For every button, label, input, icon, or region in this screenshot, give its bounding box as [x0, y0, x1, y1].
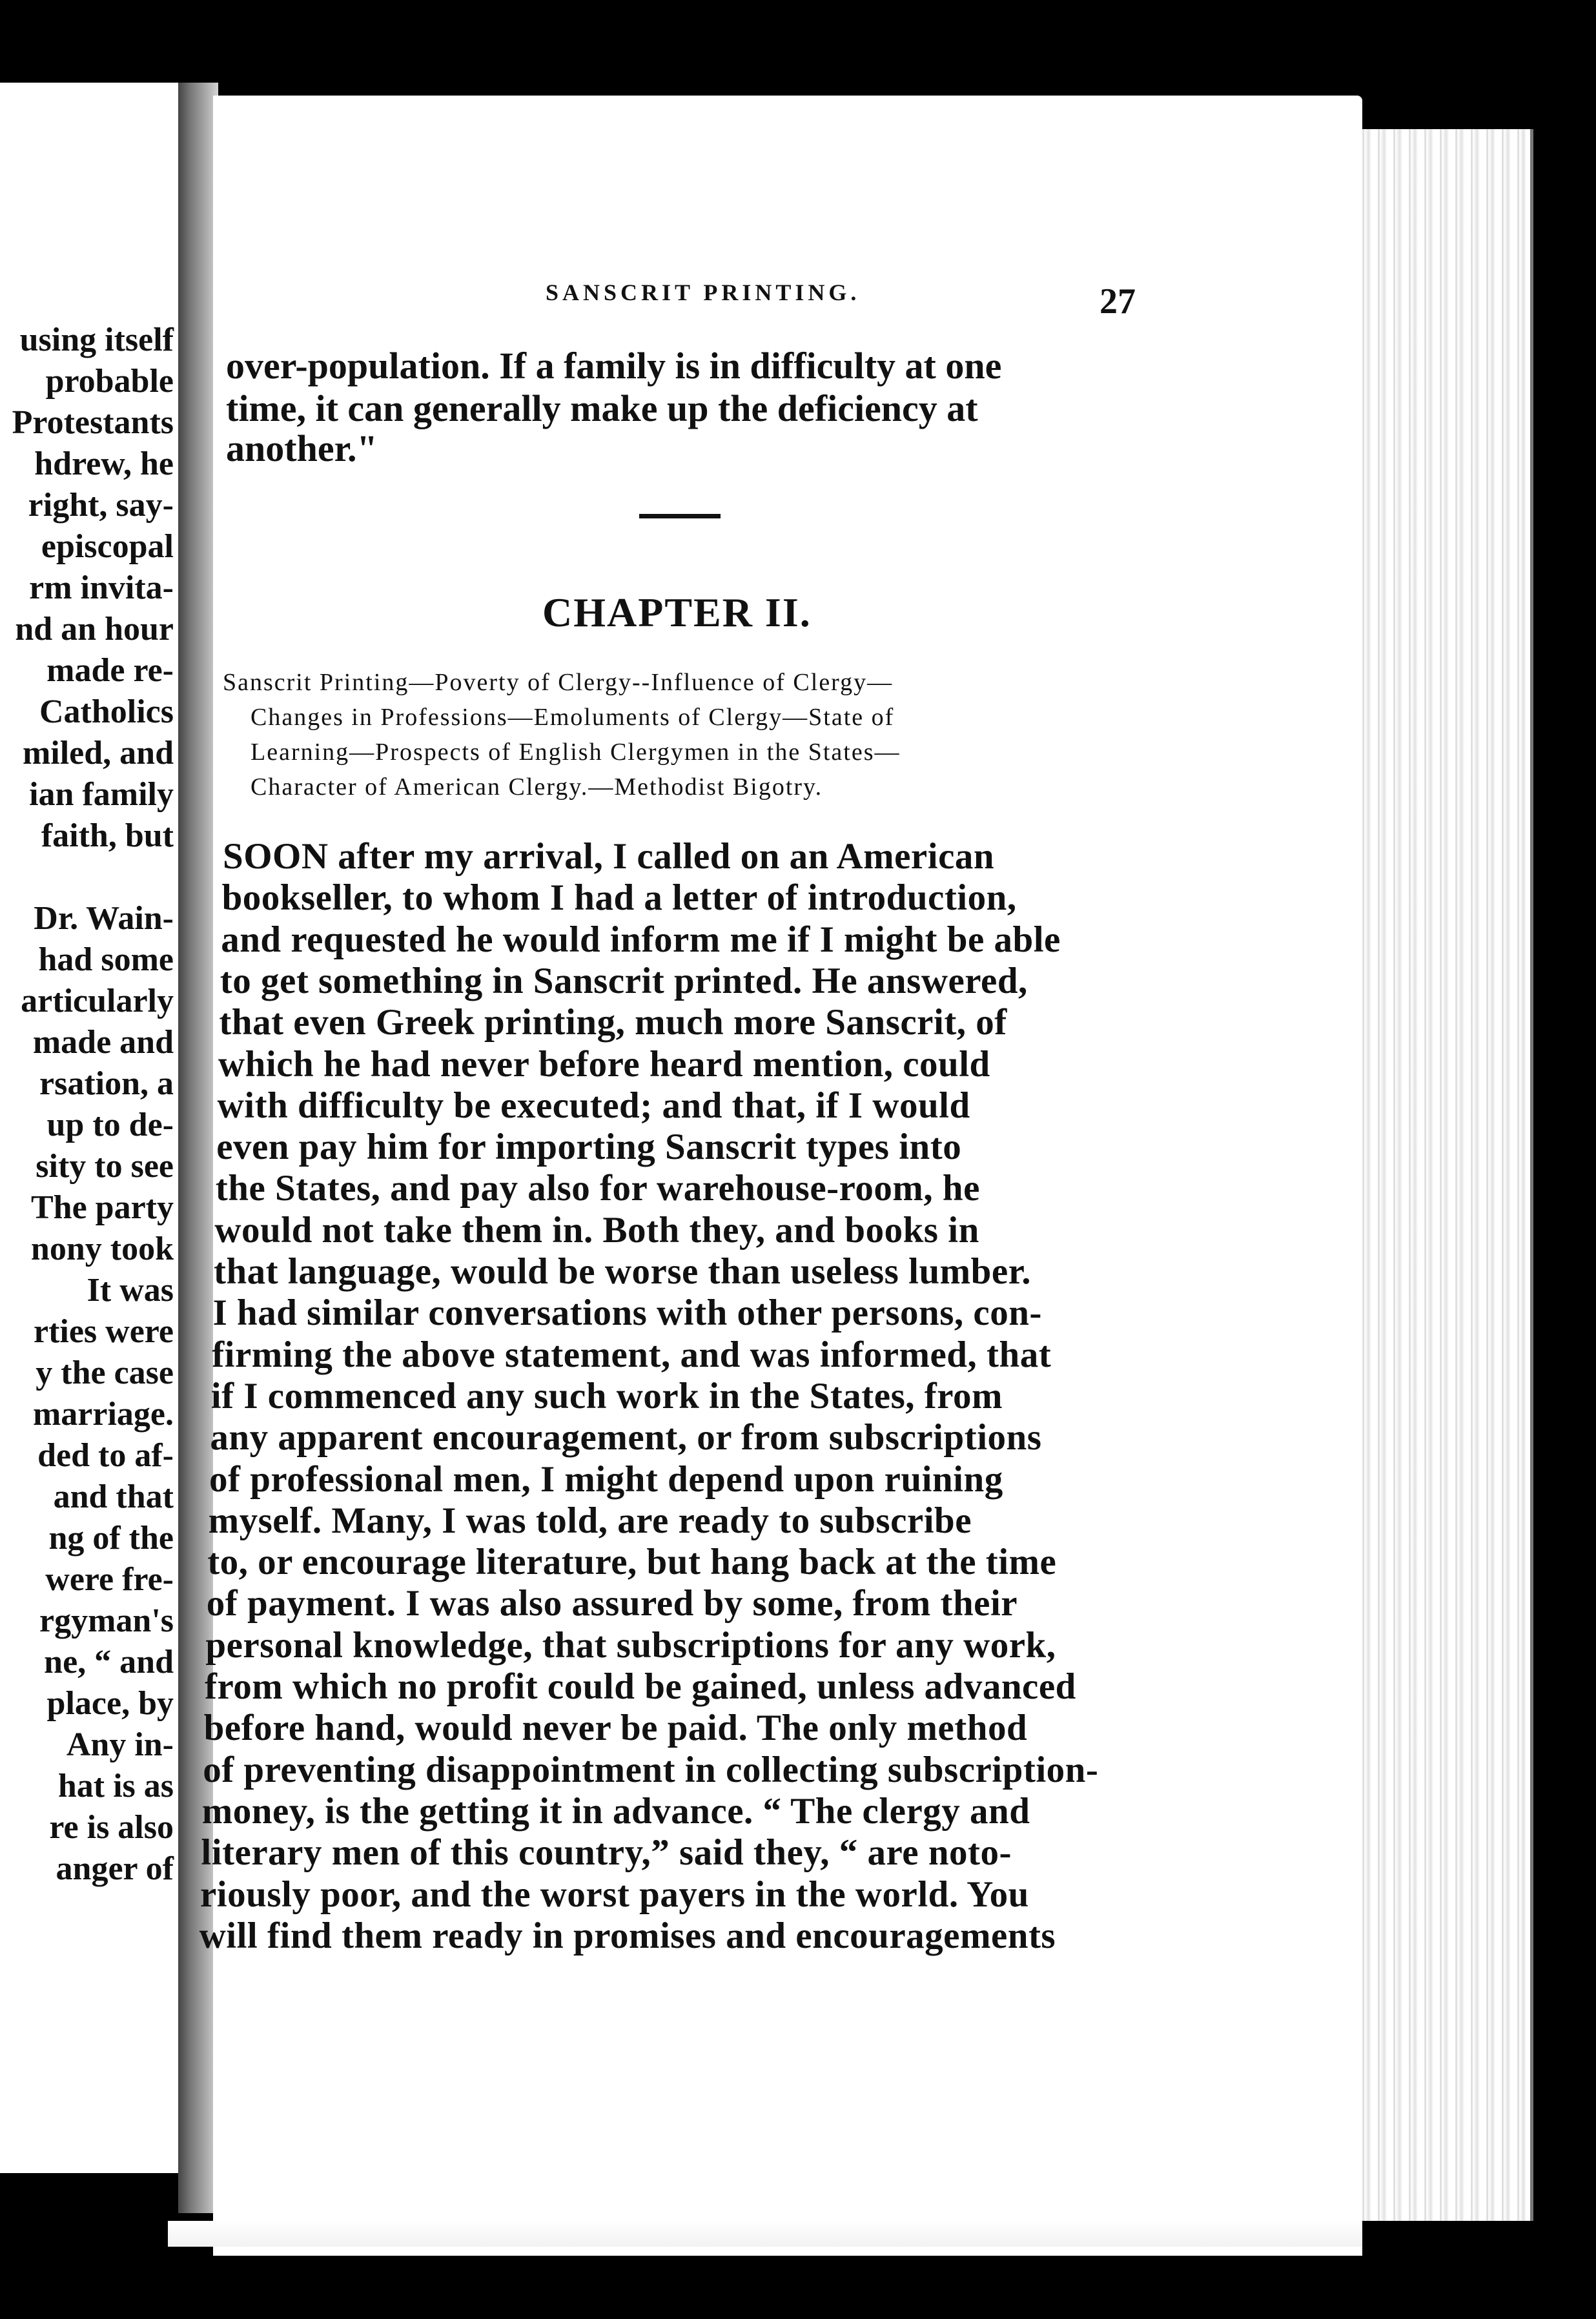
body-line: literary men of this country,” said they, “ are noto-: [201, 1832, 1012, 1874]
left-page-line: It was: [87, 1272, 174, 1309]
body-line: riously poor, and the worst payers in the world. You: [200, 1874, 1029, 1915]
left-page-line: episcopal: [41, 528, 174, 565]
chapter-summary-line: Character of American Clergy.—Methodist Bigotry.: [251, 773, 823, 801]
left-page-line: articularly: [21, 983, 174, 1019]
body-line: of preventing disappointment in collecting subscription-: [203, 1749, 1099, 1790]
left-page-line: Protestants: [12, 404, 174, 441]
body-line: and requested he would inform me if I might be able: [221, 919, 1061, 960]
chapter-heading: CHAPTER II.: [542, 589, 812, 635]
left-page-line: were fre-: [45, 1561, 174, 1598]
left-page-line: re is also: [49, 1809, 174, 1846]
body-line: myself. Many, I was told, are ready to subscribe: [208, 1500, 972, 1541]
left-page-line: rties were: [33, 1313, 174, 1350]
body-line: to, or encourage literature, but hang back at the time: [207, 1542, 1057, 1583]
left-page-line: probable: [45, 363, 174, 400]
body-line: personal knowledge, that subscriptions for any work,: [205, 1624, 1056, 1666]
left-page-line: had some: [38, 941, 174, 978]
left-page-line: rm invita-: [29, 569, 174, 606]
body-line: any apparent encouragement, or from subscriptions: [210, 1417, 1042, 1458]
body-line: that even Greek printing, much more Sanscrit, of: [219, 1002, 1007, 1043]
body-line: if I commenced any such work in the States, from: [210, 1375, 1003, 1416]
page-bottom-edge: [168, 2221, 1362, 2247]
body-line: bookseller, to whom I had a letter of introduction,: [221, 877, 1017, 919]
chapter-summary-line: Changes in Professions—Emoluments of Clergy—State of: [251, 704, 895, 731]
body-line: with difficulty be executed; and that, if I would: [217, 1085, 970, 1126]
carryover-line: over-population. If a family is in difficulty at one: [226, 345, 1002, 387]
left-page-line: faith, but: [41, 817, 174, 854]
body-line: even pay him for importing Sanscrit types into: [216, 1127, 962, 1168]
left-page-line: hat is as: [57, 1768, 174, 1804]
left-page-line: using itself: [19, 322, 174, 358]
left-page-line: anger of: [56, 1850, 174, 1887]
body-line: will find them ready in promises and encouragements: [199, 1915, 1056, 1956]
body-line: SOON after my arrival, I called on an American: [223, 836, 995, 877]
body-line: money, is the getting it in advance. “ The clergy and: [201, 1790, 1030, 1832]
left-page-line: hdrew, he: [34, 445, 174, 482]
body-line: of payment. I was also assured by some, from their: [206, 1583, 1018, 1624]
body-line: to get something in Sanscrit printed. He answered,: [220, 960, 1028, 1001]
left-page-line: marriage.: [32, 1396, 174, 1433]
running-head: SANSCRIT PRINTING.: [546, 280, 861, 305]
left-page-line: The party: [31, 1189, 174, 1226]
body-line: from which no profit could be gained, unless advanced: [205, 1666, 1076, 1707]
carryover-line: time, it can generally make up the deficiency at: [226, 387, 978, 429]
body-line: the States, and pay also for warehouse-room, he: [215, 1168, 980, 1209]
page-number: 27: [1100, 281, 1136, 322]
left-page-line: Catholics: [39, 693, 174, 730]
carryover-line: another.": [226, 427, 378, 469]
left-page-line: Dr. Wain-: [34, 900, 174, 937]
body-line: I had similar conversations with other persons, con-: [212, 1292, 1042, 1334]
chapter-summary-line: Learning—Prospects of English Clergymen in the States—: [251, 739, 901, 766]
left-page-line: sity to see: [36, 1148, 174, 1185]
facing-left-page: [0, 83, 201, 2173]
left-page-line: up to de-: [46, 1107, 174, 1143]
chapter-summary-line: Sanscrit Printing—Poverty of Clergy--Influence of Clergy—: [223, 669, 894, 696]
left-page-line: rsation, a: [39, 1065, 174, 1102]
left-page-line: nony took: [30, 1231, 174, 1267]
body-line: before hand, would never be paid. The only method: [203, 1708, 1028, 1749]
body-line: that language, would be worse than useless lumber.: [214, 1251, 1031, 1292]
left-page-line: y the case: [36, 1354, 174, 1391]
left-page-line: ng of the: [48, 1520, 174, 1557]
left-page-line: Any in-: [66, 1726, 174, 1763]
left-page-line: place, by: [46, 1685, 174, 1722]
left-page-line: made and: [32, 1024, 174, 1061]
left-page-line: ne, “ and: [44, 1644, 174, 1681]
body-line: which he had never before heard mention, could: [218, 1043, 990, 1085]
left-page-line: ded to af-: [37, 1437, 174, 1474]
left-page-line: right, say-: [28, 487, 174, 524]
left-page-line: and that: [53, 1478, 174, 1515]
page-fore-edge: [1356, 129, 1533, 2221]
section-rule: [639, 514, 721, 518]
left-page-line: rgyman's: [39, 1602, 174, 1639]
left-page-line: made re-: [46, 652, 174, 689]
left-page-line: miled, and: [22, 735, 174, 771]
left-page-line: nd an hour: [15, 611, 174, 648]
body-line: firming the above statement, and was informed, that: [212, 1334, 1052, 1375]
left-page-line: ian family: [29, 776, 174, 813]
body-line: of professional men, I might depend upon ruining: [209, 1458, 1003, 1500]
body-line: would not take them in. Both they, and books in: [214, 1209, 979, 1251]
